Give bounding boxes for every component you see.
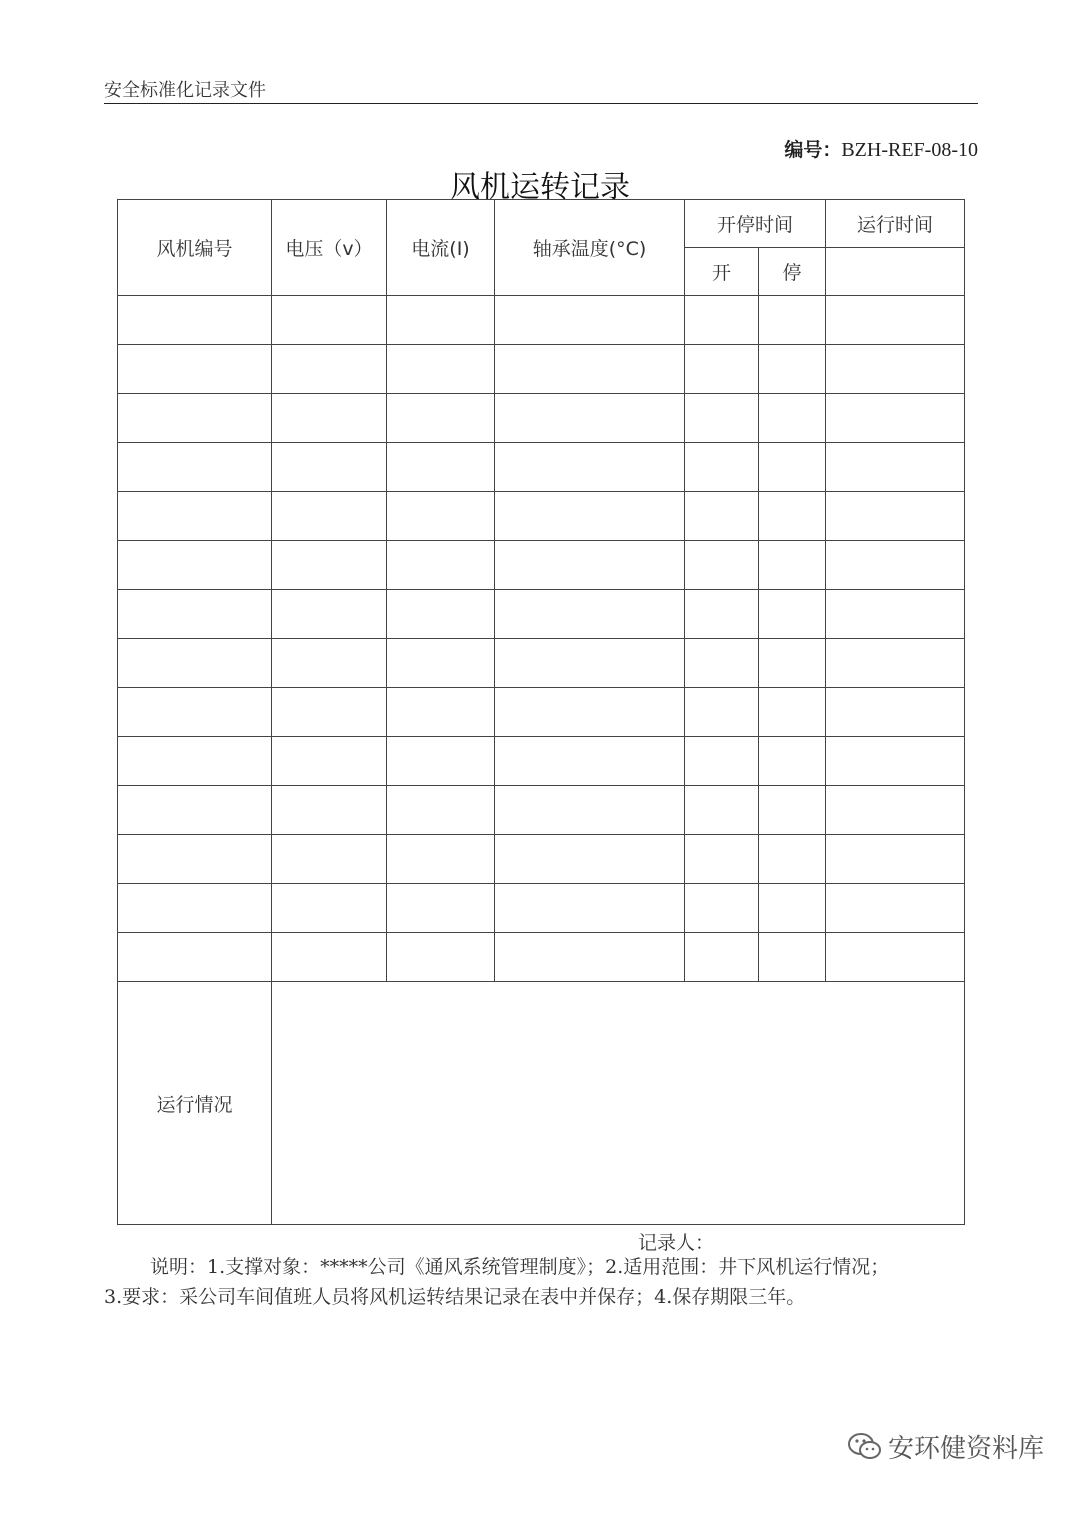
header-voltage: 电压（v）: [272, 200, 387, 296]
table-cell[interactable]: [685, 590, 759, 639]
table-cell[interactable]: [826, 394, 965, 443]
table-cell[interactable]: [759, 884, 826, 933]
table-cell[interactable]: [685, 345, 759, 394]
table-body: [118, 296, 965, 982]
header-start: 开: [685, 248, 759, 296]
table-cell[interactable]: [118, 296, 272, 345]
table-cell[interactable]: [118, 345, 272, 394]
table-row: [118, 394, 965, 443]
document-code: [784, 135, 978, 162]
table-cell[interactable]: [759, 933, 826, 982]
table-row: [118, 443, 965, 492]
table-cell[interactable]: [118, 933, 272, 982]
table-cell[interactable]: [495, 394, 685, 443]
table-cell[interactable]: [495, 737, 685, 786]
wechat-icon: [848, 1432, 882, 1462]
table-row: [118, 590, 965, 639]
table-cell[interactable]: [759, 835, 826, 884]
table-cell[interactable]: [826, 884, 965, 933]
header-stop: 停: [759, 248, 826, 296]
table-cell[interactable]: [272, 492, 387, 541]
table-cell[interactable]: [272, 296, 387, 345]
table-row: [118, 688, 965, 737]
table-row: [118, 296, 965, 345]
status-row: [118, 982, 965, 1225]
table-cell[interactable]: [272, 737, 387, 786]
table-cell[interactable]: [826, 590, 965, 639]
table-cell[interactable]: [759, 492, 826, 541]
table-row: [118, 541, 965, 590]
table-cell[interactable]: [118, 884, 272, 933]
table-cell[interactable]: [759, 443, 826, 492]
table-cell[interactable]: [685, 492, 759, 541]
table-cell[interactable]: [495, 492, 685, 541]
table-cell[interactable]: [272, 345, 387, 394]
table-cell[interactable]: [272, 835, 387, 884]
table-cell[interactable]: [387, 639, 495, 688]
table-cell[interactable]: [118, 541, 272, 590]
table-row: [118, 786, 965, 835]
table-cell[interactable]: [826, 835, 965, 884]
table-cell[interactable]: [495, 443, 685, 492]
header-bearing-temperature: 轴承温度(°C): [495, 200, 685, 296]
table-cell[interactable]: [495, 688, 685, 737]
table-cell[interactable]: [118, 786, 272, 835]
header-fan-id: 风机编号: [118, 200, 272, 296]
document-code-value: BZH-REF-08-10: [841, 139, 978, 161]
table-cell[interactable]: [387, 394, 495, 443]
table-cell[interactable]: [685, 394, 759, 443]
table-cell[interactable]: [826, 541, 965, 590]
note-section: [104, 1252, 984, 1312]
table-cell[interactable]: [118, 590, 272, 639]
table-cell[interactable]: [685, 443, 759, 492]
table-cell[interactable]: [272, 590, 387, 639]
table-cell[interactable]: [759, 296, 826, 345]
table-cell[interactable]: [495, 884, 685, 933]
table-cell[interactable]: [387, 786, 495, 835]
table-cell[interactable]: [826, 492, 965, 541]
table-cell[interactable]: [826, 786, 965, 835]
header-run-time-blank: [826, 248, 965, 296]
table-cell[interactable]: [685, 541, 759, 590]
table-cell[interactable]: [387, 443, 495, 492]
note-line-2: 3.要求：采公司车间值班人员将风机运转结果记录在表中并保存；4.保存期限三年。: [104, 1286, 806, 1308]
table-cell[interactable]: [272, 786, 387, 835]
table-cell[interactable]: [685, 884, 759, 933]
table-cell[interactable]: [387, 884, 495, 933]
header-current: 电流(I): [387, 200, 495, 296]
header-run-time: 运行时间: [826, 200, 965, 248]
status-input-area[interactable]: [272, 982, 965, 1225]
table-row: [118, 835, 965, 884]
recorder-label: 记录人：: [638, 1232, 715, 1254]
table-cell[interactable]: [685, 835, 759, 884]
table-cell[interactable]: [495, 786, 685, 835]
table-cell[interactable]: [495, 639, 685, 688]
table-cell[interactable]: [387, 296, 495, 345]
table-cell[interactable]: [387, 345, 495, 394]
table-cell[interactable]: [272, 688, 387, 737]
watermark-text: 安环健资料库: [887, 1434, 1044, 1464]
table-cell[interactable]: [118, 737, 272, 786]
table-cell[interactable]: [387, 492, 495, 541]
table-cell[interactable]: [272, 541, 387, 590]
table-cell[interactable]: [118, 492, 272, 541]
table-cell[interactable]: [387, 737, 495, 786]
table-cell[interactable]: [685, 933, 759, 982]
table-cell[interactable]: [759, 394, 826, 443]
table-cell[interactable]: [826, 296, 965, 345]
table-cell[interactable]: [759, 541, 826, 590]
table-row: [118, 345, 965, 394]
table-cell[interactable]: [685, 688, 759, 737]
table-cell[interactable]: [826, 639, 965, 688]
document-code-label: 编号：: [784, 139, 842, 161]
table-cell[interactable]: [826, 737, 965, 786]
table-cell[interactable]: [387, 688, 495, 737]
table-cell[interactable]: [387, 541, 495, 590]
table-cell[interactable]: [495, 541, 685, 590]
note-line-1: 说明：1.支撑对象：*****公司《通风系统管理制度》；2.适用范围：井下风机运行情况；: [150, 1256, 890, 1278]
table-header-row: [118, 200, 965, 248]
table-cell[interactable]: [387, 835, 495, 884]
table-cell[interactable]: [495, 835, 685, 884]
table-cell[interactable]: [759, 737, 826, 786]
table-cell[interactable]: [118, 443, 272, 492]
table-cell[interactable]: [118, 688, 272, 737]
table-cell[interactable]: [759, 590, 826, 639]
table-cell[interactable]: [118, 639, 272, 688]
table-cell[interactable]: [826, 688, 965, 737]
table-row: [118, 639, 965, 688]
table-row: [118, 737, 965, 786]
table-cell[interactable]: [685, 639, 759, 688]
header-divider: [104, 103, 978, 104]
table-row: [118, 884, 965, 933]
status-label: 运行情况: [118, 982, 272, 1225]
table-cell[interactable]: [759, 786, 826, 835]
table-cell[interactable]: [118, 394, 272, 443]
watermark: [848, 1428, 1044, 1465]
table-cell[interactable]: [272, 443, 387, 492]
header-start-stop-time: 开停时间: [685, 200, 826, 248]
table-cell[interactable]: [118, 835, 272, 884]
table-cell[interactable]: [272, 639, 387, 688]
table-cell[interactable]: [272, 884, 387, 933]
table-cell[interactable]: [826, 443, 965, 492]
table-cell[interactable]: [272, 394, 387, 443]
table-cell[interactable]: [495, 296, 685, 345]
table-cell[interactable]: [685, 296, 759, 345]
table-cell[interactable]: [826, 933, 965, 982]
table-cell[interactable]: [685, 786, 759, 835]
table-cell[interactable]: [495, 933, 685, 982]
table-cell[interactable]: [759, 345, 826, 394]
fan-operation-table: [117, 199, 965, 1225]
table-cell[interactable]: [272, 933, 387, 982]
table-cell[interactable]: [759, 688, 826, 737]
table-row: [118, 933, 965, 982]
document-header: 安全标准化记录文件: [104, 80, 266, 101]
table-cell[interactable]: [759, 639, 826, 688]
table-cell[interactable]: [685, 737, 759, 786]
page-title: 风机运转记录: [450, 170, 630, 205]
table-cell[interactable]: [826, 345, 965, 394]
table-cell[interactable]: [387, 590, 495, 639]
table-row: [118, 492, 965, 541]
table-cell[interactable]: [387, 933, 495, 982]
table-cell[interactable]: [495, 345, 685, 394]
table-cell[interactable]: [495, 590, 685, 639]
